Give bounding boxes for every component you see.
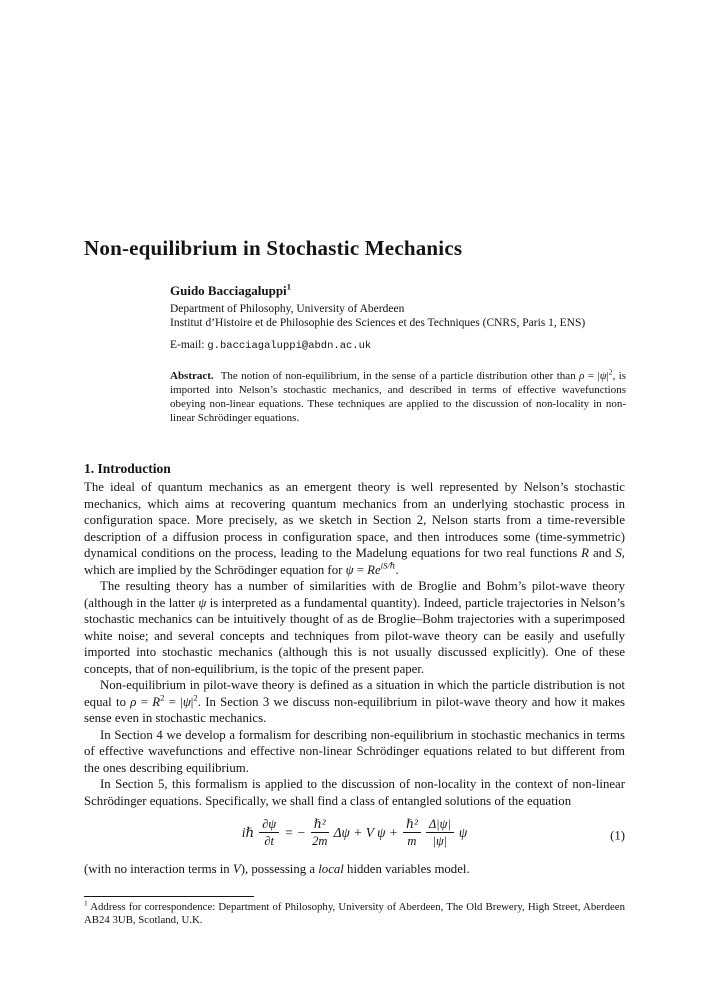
equation-number: (1): [610, 828, 625, 843]
eq-fraction-hbar2-2m: $\frac{\text{ℏ²}}{2m}$: [312, 817, 328, 849]
email-address: g.bacciagaluppi@abdn.ac.uk: [207, 340, 372, 352]
abstract: [170, 369, 626, 425]
footnote-text: $^1$ Address for correspondence: Department of Philosophy, University of Aberdeen, The Old Brewery, High Street, Aberdeen AB24 3UB, Scotland, U.K.: [84, 897, 625, 926]
footnote-rule: [84, 896, 254, 897]
section-heading-introduction: 1. Introduction: [84, 461, 171, 476]
paragraph-5: In Section 5, this formalism is applied to the discussion of non-locality in the context of non-linear Schrödinger equations. Specifically, we shall find a class of entangled solutions of the equation: [84, 777, 625, 808]
eq-fraction-hbar2-m: $\frac{\text{ℏ²}}{m}$: [403, 817, 421, 849]
paragraph-2: The resulting theory has a number of similarities with de Broglie and Bohm’s pilot-wave theory (although in the latter ψ is interpreted as a fundamental quantity). Indeed, particle trajectories in Nelson’s stochastic mechanics can be intuitively thought of as de Broglie–Bohm trajectories with a superimposed white noise; and several concepts and techniques from pilot-wave theory can be easily and usefully imported into stochastic mechanics (although this is not usually discussed explicitly). One of these concepts, that of non-equilibrium, is the topic of the present paper.: [84, 579, 625, 676]
author-name: [170, 283, 625, 299]
eq-suffix: ψ: [458, 824, 468, 840]
paragraph-1: The ideal of quantum mechanics as an emergent theory is well represented by Nelson’s stochastic mechanics, which aims at recovering quantum mechanics from an underlying stochastic process in configuration space. More precisely, as we sketch in Section 2, Nelson starts from a time-reversible description of a diffusion process in configuration space, and then introduces some (time-symmetric) dynamical conditions on the process, leading to the Madelung equations for two real functions R and S, which are implied by the Schrödinger equation for $\psi = Re^{iS/\hbar}$.: [84, 480, 625, 577]
eq-equals: = −: [284, 824, 306, 840]
author-name-text: Guido Bacciagaluppi: [170, 283, 287, 298]
eq-prefix: iℏ: [241, 824, 255, 840]
eq-middle-terms: Δψ + V ψ +: [333, 824, 399, 840]
affiliation-line-2: Institut d’Histoire et de Philosophie des Sciences et des Techniques (CNRS, Paris 1, ENS): [170, 317, 586, 329]
affiliation-line-1: Department of Philosophy, University of Aberdeen: [170, 303, 405, 315]
paragraph-post-equation: (with no interaction terms in V), possessing a local hidden variables model.: [84, 862, 470, 876]
paper-title: Non-equilibrium in Stochastic Mechanics: [84, 236, 463, 260]
eq-fraction-delta-abs-psi: $\frac{\Delta|\psi|}{|\psi|}$: [426, 817, 454, 849]
abstract-label: Abstract.: [170, 370, 214, 382]
abstract-text: The notion of non-equilibrium, in the sense of a particle distribution other than $\rho = |\psi|^2$, is imported into Nelson’s stochastic mechanics, and described in terms of effective wavefunctions obeying non-linear equations. These techniques are applied to the discussion of non-locality in non-linear Schrödinger equations.: [170, 367, 627, 424]
paragraph-3: Non-equilibrium in pilot-wave theory is defined as a situation in which the particle distribution is not equal to $\rho = R^2 = |\psi|^2$. In Section 3 we discuss non-equilibrium in pilot-wave theory and how it makes sense even in stochastic mechanics.: [84, 678, 625, 725]
body-text: [84, 479, 625, 878]
equation-1: [242, 817, 467, 849]
paragraph-4: In Section 4 we develop a formalism for describing non-equilibrium in stochastic mechanics in terms of effective wavefunctions and effective non-linear Schrödinger equations related to but different from the ones describing equilibrium.: [84, 727, 625, 775]
author-block: [170, 283, 625, 352]
author-footnote-mark: 1: [286, 281, 292, 292]
equation-1-row: [84, 817, 625, 855]
eq-fraction-dpsi-dt: $\frac{\partial\psi}{\partial t}$: [259, 817, 279, 849]
footnote-block: [84, 896, 625, 928]
email-line: [170, 339, 625, 352]
email-label: E-mail:: [170, 339, 205, 351]
